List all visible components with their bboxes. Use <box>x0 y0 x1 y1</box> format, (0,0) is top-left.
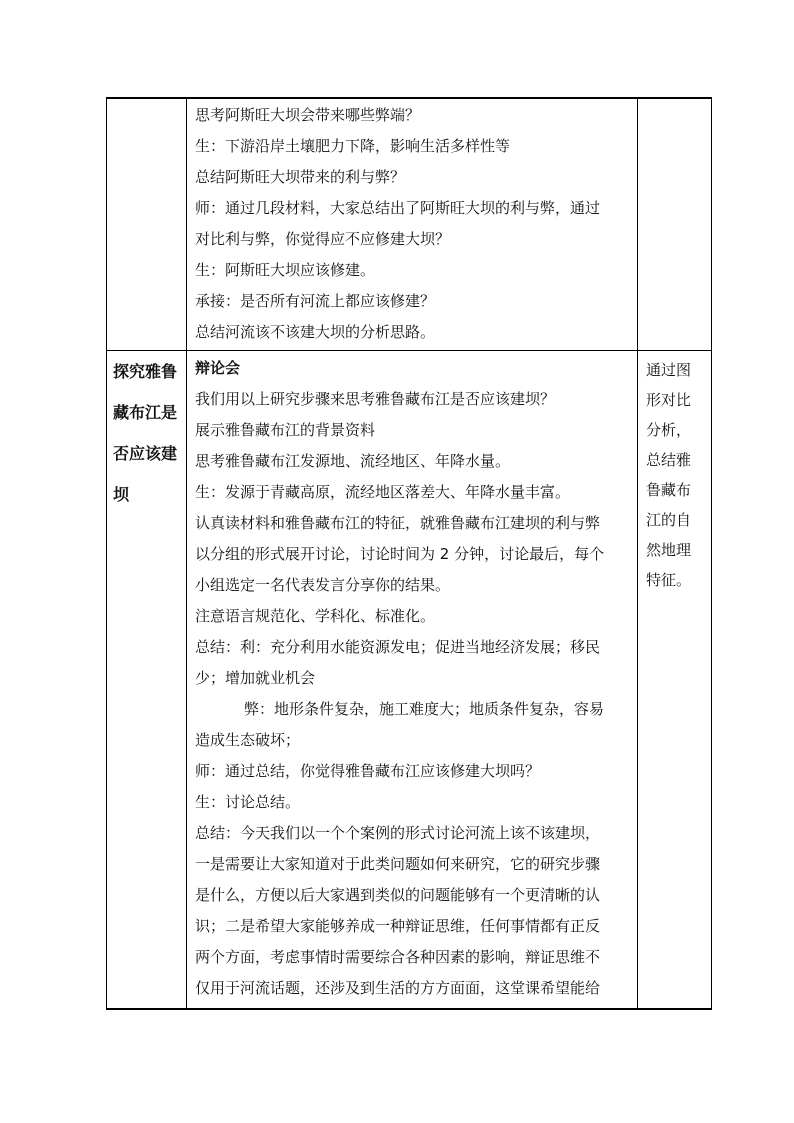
design-intent-text <box>638 99 711 103</box>
activity-line: 承接：是否所有河流上都应该修建？ <box>195 292 436 310</box>
design-intent-text: 通过图形对比分析，总结雅鲁藏布江的自然地理特征。 <box>646 361 692 589</box>
activity-line: 弊：地形条件复杂，施工难度大；地质条件复杂，容易 <box>244 700 605 718</box>
activity-line: 对比利与弊，你觉得应不应修建大坝？ <box>195 230 451 248</box>
stage-title: 探究雅鲁藏布江是否应该建坝 <box>113 362 178 504</box>
activity-line: 总结：利：充分利用水能资源发电；促进当地经济发展；移民 <box>195 638 601 656</box>
stage-cell <box>107 98 187 351</box>
activity-line: 总结：今天我们以一个个案例的形式讨论河流上该不该建坝， <box>195 824 601 842</box>
activity-heading: 辩论会 <box>195 359 241 377</box>
table-row <box>107 351 712 1010</box>
activity-line: 师：通过总结，你觉得雅鲁藏布江应该修建大坝吗？ <box>195 762 541 780</box>
lesson-plan-table <box>106 97 712 1010</box>
activity-line: 识；二是希望大家能够养成一种辩证思维，任何事情都有正反 <box>195 917 601 935</box>
activity-line: 造成生态破坏； <box>195 731 301 749</box>
activity-line: 总结阿斯旺大坝带来的利与弊？ <box>195 168 406 186</box>
activity-line: 总结河流该不该建大坝的分析思路。 <box>195 323 436 341</box>
design-intent-cell <box>638 351 712 1010</box>
table-row <box>107 98 712 351</box>
activity-line: 思考雅鲁藏布江发源地、流经地区、年降水量。 <box>195 452 511 470</box>
activity-line: 认真读材料和雅鲁藏布江的特征，就雅鲁藏布江建坝的利与弊 <box>195 514 601 532</box>
stage-cell <box>107 351 187 1010</box>
activity-line: 两个方面，考虑事情时需要综合各种因素的影响，辩证思维不 <box>195 948 601 966</box>
activity-line: 生：阿斯旺大坝应该修建。 <box>195 261 376 279</box>
activity-line: 以分组的形式展开讨论，讨论时间为 2 分钟，讨论最后，每个 <box>195 545 605 563</box>
activity-cell <box>187 98 638 351</box>
activity-line: 注意语言规范化、学科化、标准化。 <box>195 607 436 625</box>
activity-line: 展示雅鲁藏布江的背景资料 <box>195 421 376 439</box>
activity-line: 生：下游沿岸土壤肥力下降，影响生活多样性等 <box>195 137 511 155</box>
activity-cell <box>187 351 638 1010</box>
activity-line: 思考阿斯旺大坝会带来哪些弊端？ <box>195 106 421 124</box>
activity-line: 少；增加就业机会 <box>195 669 316 687</box>
activity-line: 仅用于河流话题，还涉及到生活的方方面面，这堂课希望能给 <box>195 979 601 997</box>
activity-line: 生：讨论总结。 <box>195 793 301 811</box>
activity-line: 小组选定一名代表发言分享你的结果。 <box>195 576 451 594</box>
activity-line: 一是需要让大家知道对于此类问题如何来研究，它的研究步骤 <box>195 855 601 873</box>
activity-line: 师：通过几段材料，大家总结出了阿斯旺大坝的利与弊，通过 <box>195 199 601 217</box>
activity-line: 生：发源于青藏高原，流经地区落差大、年降水量丰富。 <box>195 483 571 501</box>
activity-line: 我们用以上研究步骤来思考雅鲁藏布江是否应该建坝？ <box>195 390 556 408</box>
activity-line: 是什么，方便以后大家遇到类似的问题能够有一个更清晰的认 <box>195 886 601 904</box>
design-intent-cell <box>638 98 712 351</box>
